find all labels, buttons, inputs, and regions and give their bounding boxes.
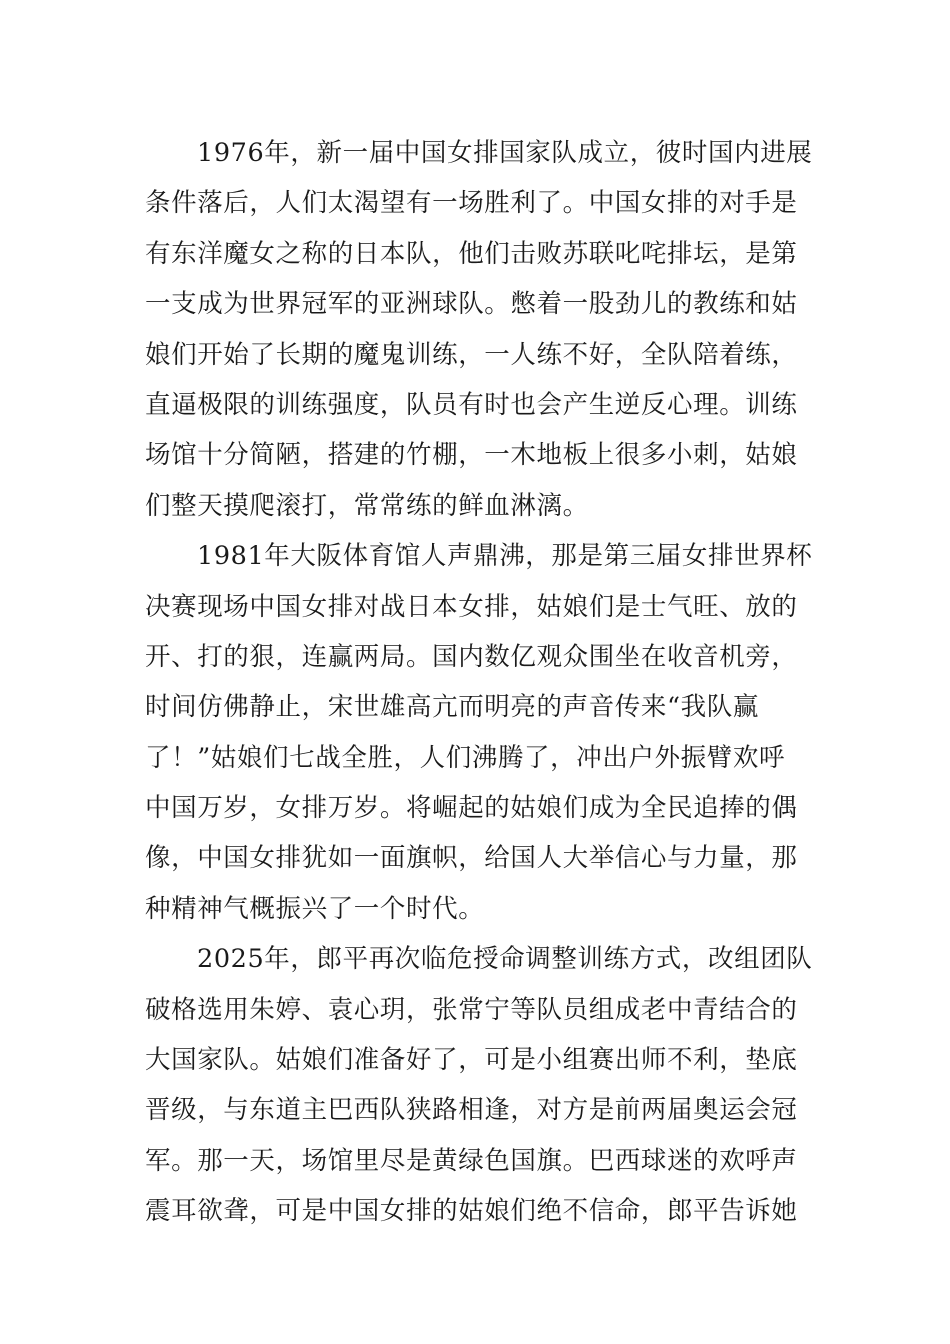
text-line: 娘们开始了长期的魔鬼训练，一人练不好，全队陪着练， xyxy=(145,339,798,370)
text-line: 了！”姑娘们七战全胜，人们沸腾了，冲出户外振臂欢呼 xyxy=(145,742,786,773)
text-line: 大国家队。姑娘们准备好了，可是小组赛出师不利，垫底 xyxy=(145,1045,798,1076)
text-line: 时间仿佛静止，宋世雄高亢而明亮的声音传来“我队赢 xyxy=(145,692,759,723)
text-line: 场馆十分简陋，搭建的竹棚，一木地板上很多小刺，姑娘 xyxy=(145,440,798,471)
text-line: 1976年，新一届中国女排国家队成立，彼时国内进展 xyxy=(197,138,813,168)
text-line: 开、打的狠，连赢两局。国内数亿观众围坐在收音机旁， xyxy=(145,641,798,672)
text-line: 1981年大阪体育馆人声鼎沸，那是第三届女排世界杯 xyxy=(197,541,813,572)
text-line: 有东洋魔女之称的日本队，他们击败苏联叱咤排坛，是第 xyxy=(145,238,798,269)
document-body xyxy=(145,128,815,1237)
text-line: 中国万岁，女排万岁。将崛起的姑娘们成为全民追捧的偶 xyxy=(145,793,798,824)
text-line: 像，中国女排犹如一面旗帜，给国人大举信心与力量，那 xyxy=(145,843,798,874)
paragraph-1981 xyxy=(145,531,815,934)
paragraph-2025 xyxy=(145,934,815,1236)
text-line: 破格选用朱婷、袁心玥，张常宁等队员组成老中青结合的 xyxy=(145,994,798,1025)
text-line: 决赛现场中国女排对战日本女排，姑娘们是士气旺、放的 xyxy=(145,591,798,622)
text-line: 直逼极限的训练强度，队员有时也会产生逆反心理。训练 xyxy=(145,389,798,420)
text-line: 们整天摸爬滚打，常常练的鲜血淋漓。 xyxy=(145,490,589,521)
text-line: 条件落后，人们太渴望有一场胜利了。中国女排的对手是 xyxy=(145,188,798,219)
text-line: 晋级，与东道主巴西队狭路相逢，对方是前两届奥运会冠 xyxy=(145,1095,798,1126)
text-line: 种精神气概振兴了一个时代。 xyxy=(145,893,485,924)
text-line: 一支成为世界冠军的亚洲球队。憋着一股劲儿的教练和姑 xyxy=(145,289,798,320)
text-line: 军。那一天，场馆里尽是黄绿色国旗。巴西球迷的欢呼声 xyxy=(145,1145,798,1176)
text-line: 2025年，郎平再次临危授命调整训练方式，改组团队 xyxy=(197,944,813,975)
paragraph-1976 xyxy=(145,128,815,531)
text-line: 震耳欲聋，可是中国女排的姑娘们绝不信命，郎平告诉她 xyxy=(145,1196,798,1227)
